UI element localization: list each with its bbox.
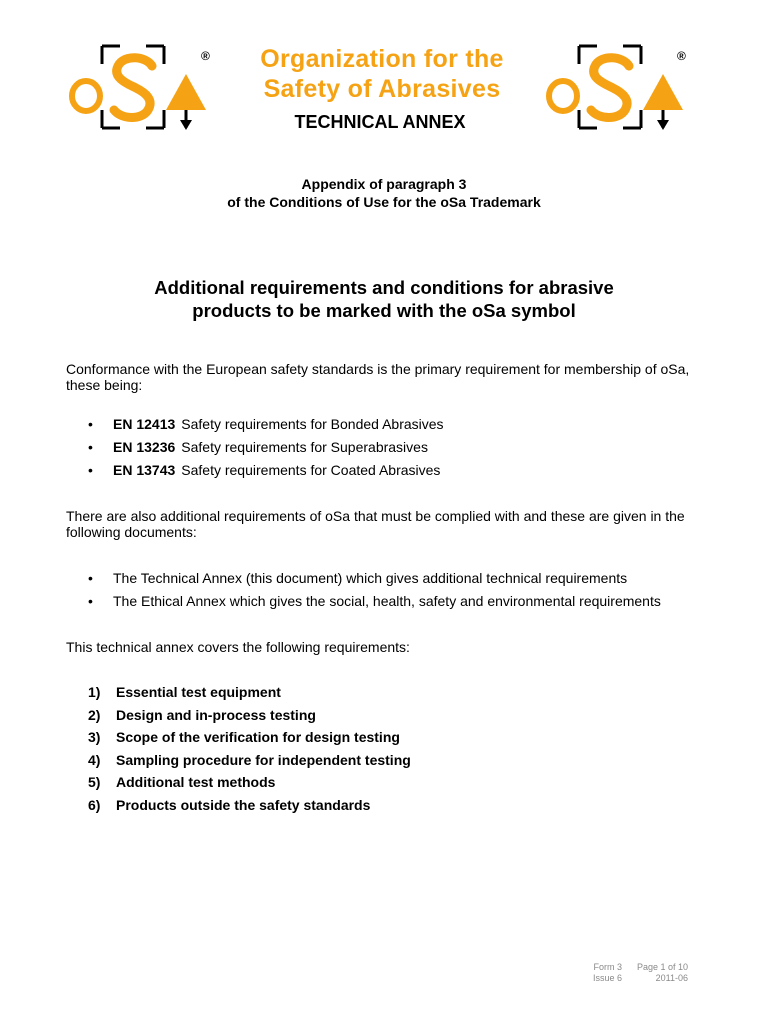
additional-paragraph: There are also additional requirements of oSa that must be complied with and these are given in the following documents: <box>66 508 685 540</box>
org-title-line-1: Organization for the <box>260 45 504 73</box>
item-text: Design and in-process testing <box>116 706 316 723</box>
list-item <box>88 439 444 462</box>
standard-code: EN 13743 <box>113 462 176 478</box>
item-number: 1) <box>88 684 101 700</box>
list-item <box>88 774 411 797</box>
registered-mark-right: ® <box>677 49 686 63</box>
main-heading-line-2: products to be marked with the oSa symbol <box>192 300 576 321</box>
standard-description: Safety requirements for Coated Abrasives <box>181 462 441 478</box>
list-item: • The Technical Annex (this document) which gives additional technical requirements <box>88 570 661 593</box>
item-number: 3) <box>88 729 101 746</box>
intro-paragraph: Conformance with the European safety standards is the primary requirement for membership of oSa, these being: <box>66 361 690 393</box>
footer-form: Form 3 <box>593 962 622 972</box>
osa-logo-icon <box>543 44 688 130</box>
list-item <box>88 729 411 752</box>
standards-list <box>88 416 444 485</box>
standard-description: Safety requirements for Superabrasives <box>181 439 428 455</box>
list-item <box>88 797 411 820</box>
standard-code: EN 13236 <box>113 439 176 455</box>
appendix-line-2: of the Conditions of Use for the oSa Trademark <box>227 194 541 210</box>
appendix-line-1: Appendix of paragraph 3 <box>301 176 467 192</box>
list-item <box>88 707 411 730</box>
item-text: Sampling procedure for independent testing <box>116 751 411 768</box>
footer-form-info <box>592 962 622 984</box>
list-item <box>88 684 411 707</box>
osa-logo-right <box>543 44 688 130</box>
list-item <box>88 416 444 439</box>
registered-mark-left: ® <box>201 49 210 63</box>
main-heading <box>84 276 684 322</box>
item-number: 4) <box>88 751 101 768</box>
list-item <box>88 462 444 485</box>
covers-paragraph: This technical annex covers the following requirements: <box>66 639 410 655</box>
footer-page-info <box>636 962 688 984</box>
item-text: Scope of the verification for design testing <box>116 729 400 746</box>
documents-list <box>88 570 661 616</box>
list-item <box>88 752 411 775</box>
osa-logo-left <box>66 44 211 130</box>
list-item: • The Ethical Annex which gives the social, health, safety and environmental requirements <box>88 593 661 616</box>
item-text: Products outside the safety standards <box>116 796 371 813</box>
item-number: 2) <box>88 706 101 723</box>
requirements-list <box>88 684 411 820</box>
appendix-heading <box>84 175 684 211</box>
item-text: Additional test methods <box>116 774 276 791</box>
item-number: 5) <box>88 774 101 791</box>
item-text: Essential test equipment <box>116 684 281 700</box>
standard-description: Safety requirements for Bonded Abrasives <box>181 416 444 432</box>
standard-code: EN 12413 <box>113 416 176 432</box>
osa-logo-icon <box>66 44 211 130</box>
footer-page: Page 1 of 10 <box>636 962 688 972</box>
footer-date: 2011-06 <box>655 973 688 983</box>
document-subtitle: TECHNICAL ANNEX <box>294 112 466 132</box>
main-heading-line-1: Additional requirements and conditions for abrasive <box>154 277 614 298</box>
item-number: 6) <box>88 796 101 813</box>
org-title-line-2: Safety of Abrasives <box>263 75 501 103</box>
organization-title <box>222 44 542 104</box>
footer-issue: Issue 6 <box>592 973 622 983</box>
